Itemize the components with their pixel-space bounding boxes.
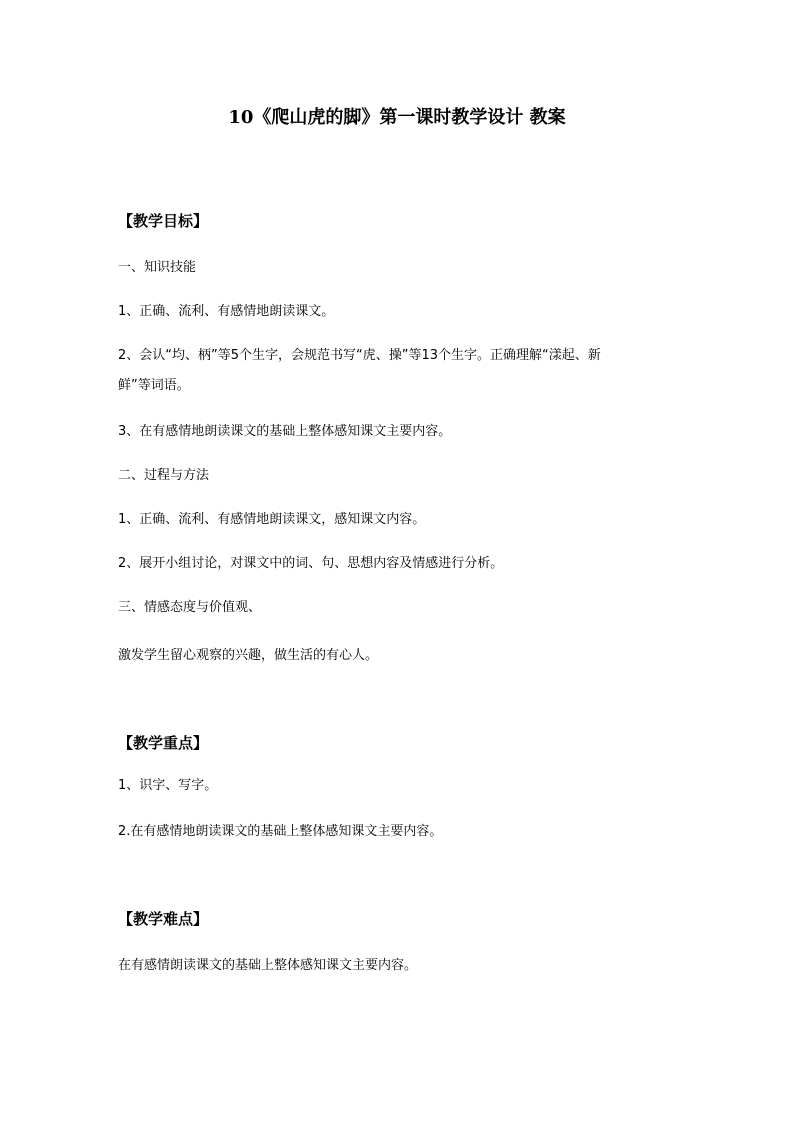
difficulty-item-1: 在有感情朗读课文的基础上整体感知课文主要内容。: [118, 958, 418, 973]
process-item-2: 2、展开小组讨论，对课文中的词、句、思想内容及情感进行分析。: [118, 556, 504, 571]
subheading-process: 二、过程与方法: [118, 468, 210, 483]
knowledge-item-2-continued: 鲜”等词语。: [118, 378, 190, 393]
process-item-1: 1、正确、流利、有感情地朗读课文，感知课文内容。: [118, 512, 426, 527]
key-point-item-1: 1、识字、写字。: [118, 778, 218, 793]
key-point-item-2: 2.在有感情地朗读课文的基础上整体感知课文主要内容。: [118, 824, 443, 839]
section-heading-key-points: 【教学重点】: [118, 734, 209, 752]
knowledge-item-1: 1、正确、流利、有感情地朗读课文。: [118, 304, 335, 319]
document-title: 10《爬山虎的脚》第一课时教学设计 教案: [228, 107, 566, 128]
subheading-knowledge: 一、知识技能: [118, 260, 197, 275]
subheading-emotion: 三、情感态度与价值观、: [118, 600, 262, 615]
section-heading-objectives: 【教学目标】: [118, 212, 209, 230]
emotion-item-1: 激发学生留心观察的兴趣，做生活的有心人。: [118, 648, 379, 663]
section-heading-difficulties: 【教学难点】: [118, 910, 209, 928]
knowledge-item-3: 3、在有感情地朗读课文的基础上整体感知课文主要内容。: [118, 424, 452, 439]
knowledge-item-2: 2、会认“均、柄”等5个生字，会规范书写“虎、操”等13个生字。正确理解“漾起、新: [118, 348, 601, 363]
